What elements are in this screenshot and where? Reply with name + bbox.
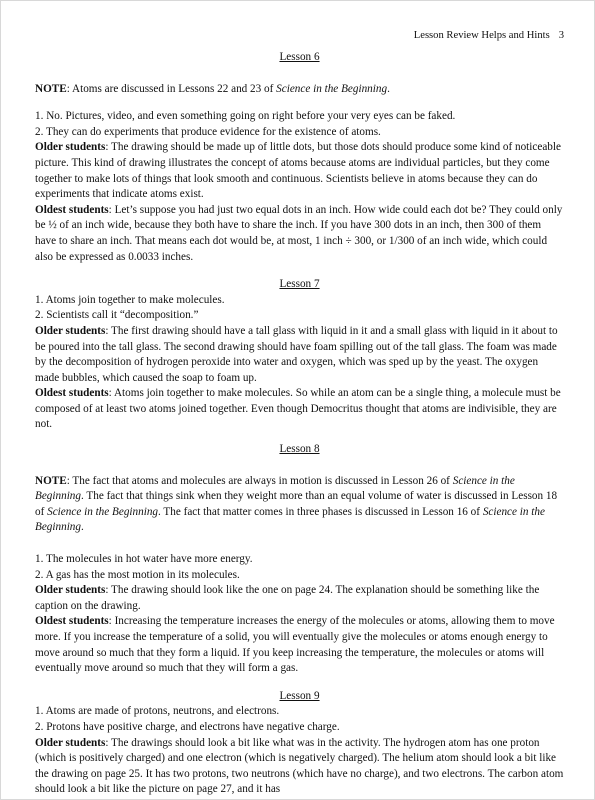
note-label: NOTE <box>35 474 67 487</box>
lesson-6-section <box>35 50 564 265</box>
oldest-students-paragraph: Oldest students: Atoms join together to make molecules. So while an atom can be a single thing, a molecule must be composed of at least two atoms joined together. Even though Democritus thought that atoms are indivisible, they are not. <box>35 387 561 431</box>
lesson-8-section <box>35 442 564 677</box>
lesson-7-section <box>35 277 564 433</box>
older-students-label: Older students <box>35 141 106 154</box>
answer-line: 2. Protons have positive charge, and electrons have negative charge. <box>35 720 340 733</box>
lesson-heading: Lesson 7 <box>279 278 320 291</box>
lesson-heading: Lesson 6 <box>279 51 320 63</box>
answer-line: 1. No. Pictures, video, and even something going on right before your very eyes can be faked. <box>35 110 456 123</box>
older-students-paragraph: Older students: The drawing should look like the one on page 24. The explanation should be something like the caption on the drawing. <box>35 584 540 612</box>
note-paragraph: NOTE: Atoms are discussed in Lessons 22 and 23 of Science in the Beginning. <box>35 82 390 95</box>
older-students-paragraph: Older students: The first drawing should have a tall glass with liquid in it and a small glass with liquid in it about to be poured into the tall glass. The second drawing should have foam spilling out of the tall glass. The foam was made by the decomposition of hydrogen peroxide into water and oxygen, which was sped up by the yeast. The oxygen made bubbles, which caused the soap to foam up. <box>35 324 558 384</box>
answer-line: 1. Atoms join together to make molecules. <box>35 293 225 306</box>
answer-line: 2. Scientists call it “decomposition.” <box>35 309 199 322</box>
oldest-students-label: Oldest students <box>35 615 109 628</box>
note-paragraph: NOTE: The fact that atoms and molecules are always in motion is discussed in Lesson 26 of Science in the Beginning. The fact that things sink when they weight more than an equal volume of water is discussed in Lesson 18 of Science in the Beginning. The fact that matter comes in three phases is discussed in Lesson 16 of Science in the Beginning. <box>35 474 558 534</box>
running-header <box>414 28 564 44</box>
lesson-heading: Lesson 8 <box>279 443 320 456</box>
page-number: 3 <box>558 30 564 41</box>
lesson-heading: Lesson 9 <box>279 689 320 702</box>
header-title: Lesson Review Helps and Hints <box>413 30 550 41</box>
book-title: Science in the Beginning <box>35 505 545 534</box>
book-title: Science in the Beginning <box>35 474 515 503</box>
document-body <box>35 50 564 798</box>
older-students-label: Older students <box>35 324 106 337</box>
oldest-students-paragraph: Oldest students: Increasing the temperature increases the energy of the molecules or atoms, allowing them to move more. If you increase the temperature of a solid, you will eventually give the molecules or atoms enough energy to move around so much that they form a liquid. If you keep increasing the temperature, the molecules or atoms will eventually move around so much that they will form a gas. <box>35 615 555 675</box>
book-title: Science in the Beginning <box>276 82 388 95</box>
oldest-students-label: Oldest students <box>35 387 109 400</box>
answer-line: 1. Atoms are made of protons, neutrons, and electrons. <box>35 705 280 718</box>
answer-line: 2. They can do experiments that produce evidence for the existence of atoms. <box>35 125 381 138</box>
note-label: NOTE <box>35 82 67 95</box>
answer-line: 1. The molecules in hot water have more energy. <box>35 553 253 566</box>
older-students-paragraph: Older students: The drawings should look a bit like what was in the activity. The hydrogen atom has one proton (which is positively charged) and one electron (which is negatively charged). The helium atom should look a bit like the drawing on page 25. It has two protons, two neutrons (which have no charge), and two electrons. The carbon atom should look a bit like the picture on page 27, and it has <box>35 736 564 796</box>
oldest-students-paragraph: Oldest students: Let’s suppose you had just two equal dots in an inch. How wide could each dot be? They could only be ½ of an inch wide, because they both have to share the inch. If you have 300 dots in an inch, then 300 of them have to share an inch. That means each dot would be, at most, 1 inch ÷ 300, or 1/300 of an inch wide, which could also be expressed as 0.0033 inches. <box>35 203 563 263</box>
answer-line: 2. A gas has the most motion in its molecules. <box>35 568 240 581</box>
older-students-paragraph: Older students: The drawing should be made up of little dots, but those dots should produce some kind of noticeable picture. This kind of drawing illustrates the concept of atoms because atoms are individual particles, but they come together to make lots of things that look smooth and continuous. Scientists believe in atoms because they can do experiments that indicate atoms exist. <box>35 141 561 201</box>
book-title: Science in the Beginning <box>47 505 159 518</box>
older-students-label: Older students <box>35 584 106 597</box>
lesson-9-section <box>35 689 564 798</box>
older-students-label: Older students <box>35 736 106 749</box>
oldest-students-label: Oldest students <box>35 203 109 216</box>
